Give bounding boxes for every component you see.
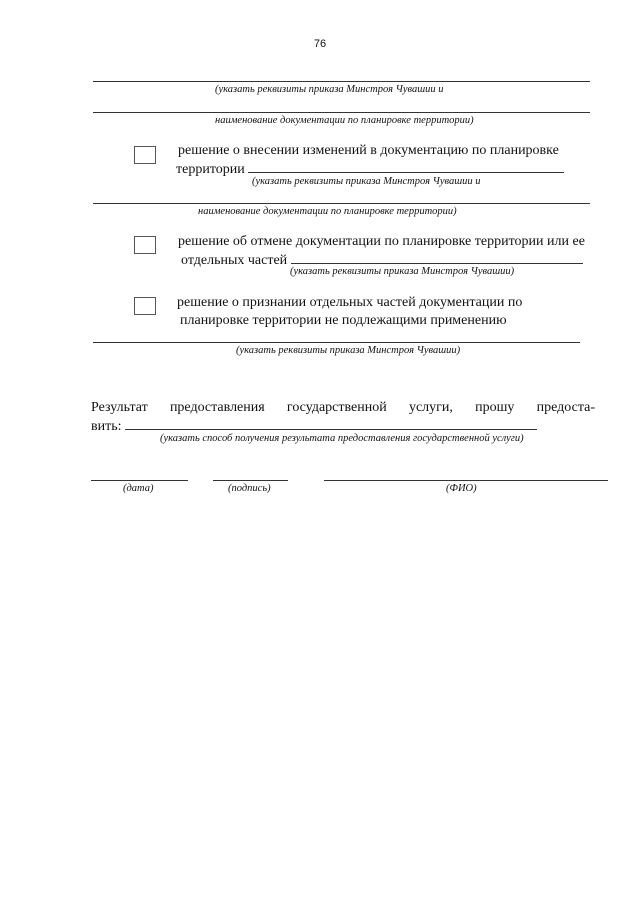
signature-caption: (подпись) [228,483,271,494]
result-fill-line[interactable] [125,417,537,430]
amendment-caption-1: (указать реквизиты приказа Минстроя Чувашии и [252,176,481,187]
amendment-fill-line[interactable] [248,160,564,173]
not-applicable-line[interactable] [93,342,580,343]
option-amendment-line1: решение о внесении изменений в документацию по планировке [178,143,559,158]
date-caption: (дата) [123,483,154,494]
result-line2-label: вить: [91,419,122,434]
option-cancellation-line1: решение об отмене документации по планировке территории или ее [178,234,585,249]
amendment-caption-2: наименование документации по планировке территории) [198,206,457,217]
option-not-applicable-line1: решение о признании отдельных частей документации по [177,295,523,310]
checkbox-cancellation[interactable] [134,236,156,254]
requisites-caption-2: наименование документации по планировке территории) [215,115,474,126]
cancellation-caption: (указать реквизиты приказа Минстроя Чувашии) [290,266,515,277]
option-cancellation-line2-label: отдельных частей [181,253,288,268]
name-line[interactable] [324,480,608,481]
checkbox-amendment[interactable] [134,146,156,164]
requisites-caption-1: (указать реквизиты приказа Минстроя Чувашии и [215,84,444,95]
amendment-line-2[interactable] [93,203,590,204]
checkbox-not-applicable[interactable] [134,297,156,315]
option-amendment-line2-label: территории [176,162,245,177]
cancellation-fill-line[interactable] [291,251,583,264]
signature-line[interactable] [213,480,288,481]
not-applicable-caption: (указать реквизиты приказа Минстроя Чувашии) [236,345,461,356]
name-caption: (ФИО) [446,483,477,494]
option-not-applicable-line2: планировке территории не подлежащими применению [180,313,507,328]
requisites-line-2[interactable] [93,112,590,113]
date-line[interactable] [91,480,188,481]
result-line1: Результат предоставления государственной услуги, прошу предоста- [91,400,595,415]
result-caption: (указать способ получения результата предоставления государственной услуги) [160,433,524,444]
requisites-line-1[interactable] [93,81,590,82]
page-number: 76 [313,38,327,50]
